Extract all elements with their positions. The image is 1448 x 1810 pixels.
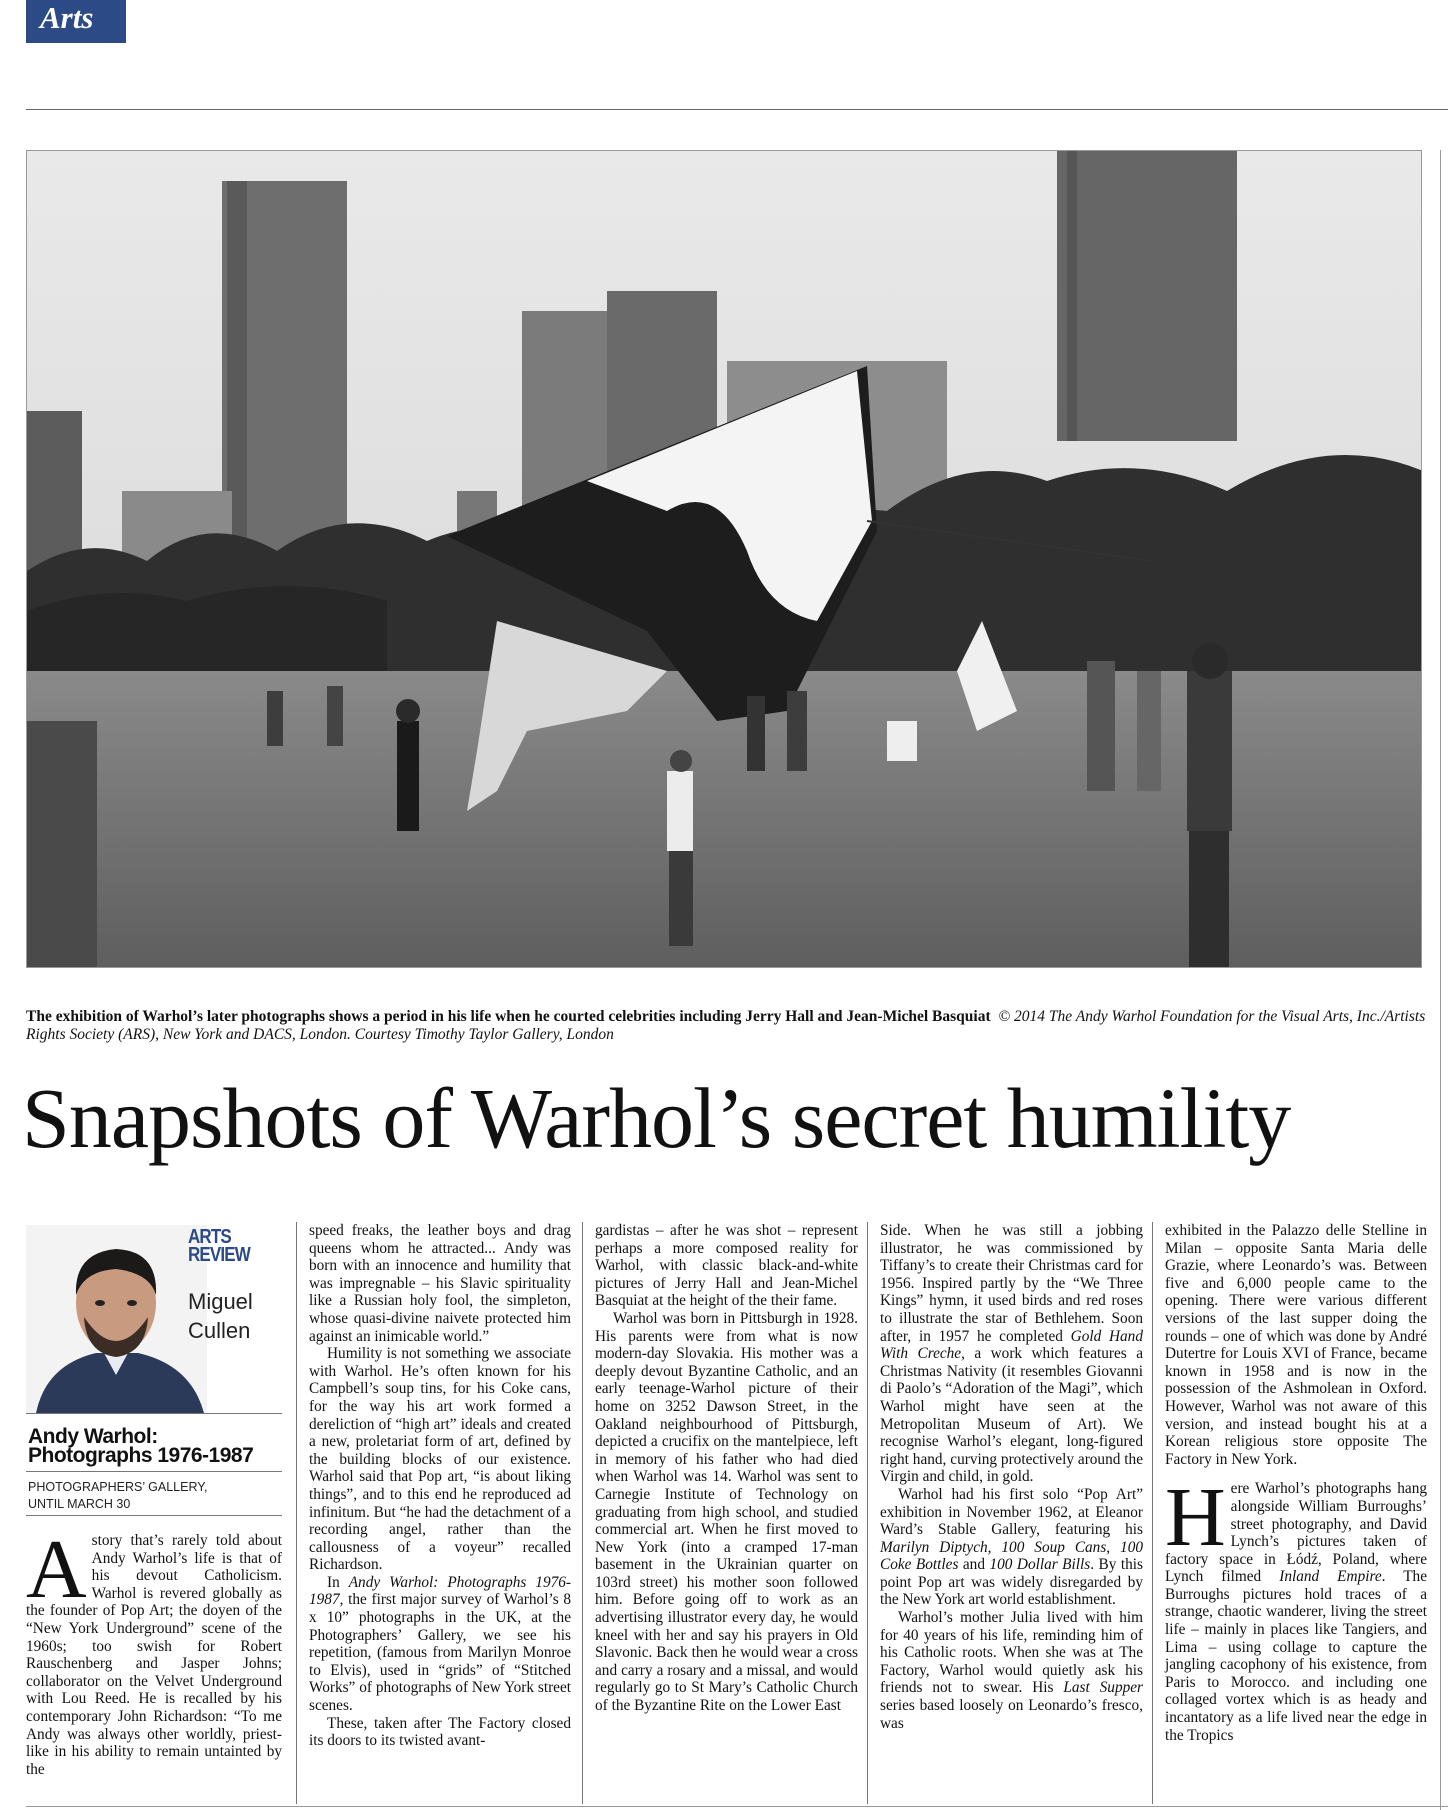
dropcap-h: H <box>1165 1471 1226 1565</box>
article-column-2 <box>309 1222 571 1750</box>
c4p2-rest: . By this point Pop art was widely disregarded by the New York art world establishment. <box>880 1556 1143 1609</box>
c4p1-italic: Gold Hand With Creche <box>880 1327 1143 1363</box>
author-first-name: Miguel <box>188 1289 253 1314</box>
c4p3-rest: series based loosely on Leonardo’s fresco, was <box>880 1697 1143 1732</box>
venue-line-1: PHOTOGRAPHERS’ GALLERY, <box>28 1480 208 1494</box>
column-3-paragraph-2: Warhol was born in Pittsburgh in 1928. His parents were from what is now modern-day Slovakia. His mother was a deeply devout Byzantine Catholic, and an early teenage-Warhol picture of their home on 3252 Dawson Street, in the Oakland neighbourhood of Pittsburgh, depicted a crucifix on the mantelpiece, left in memory of his father who had died when Warhol was 14. Warhol was sent to Carnegie Institute of Technology on graduating from high school, and studied commercial art. When he first moved to New York (into a cramped 17-man basement in the Ukrainian quarter on 103rd street) his mother soon followed him. Before going off to work as an advertising illustrator every day, he would kneel with her and say his prayers in Old Slavonic. Back then he would wear a cross and carry a rosary and a missal, and would regularly go to St Mary’s Catholic Church of the Byzantine Rite on the Lower East <box>595 1309 858 1715</box>
headline: Snapshots of Warhol’s secret humility <box>22 1070 1291 1166</box>
column-divider <box>582 1222 583 1804</box>
exhibition-title <box>28 1427 284 1465</box>
info-box-rule-mid <box>26 1471 282 1472</box>
exhibition-title-line-1: Andy Warhol: <box>28 1425 158 1448</box>
exhibition-venue <box>28 1479 284 1513</box>
kite-park-photo <box>27 151 1422 968</box>
c4p2-italic-1: Marilyn Diptych, 100 Soup Cans, 100 Coke Bottles <box>880 1538 1143 1574</box>
author-last-name: Cullen <box>188 1318 251 1343</box>
info-box-rule-bottom <box>26 1515 282 1516</box>
article-column-1 <box>26 1523 282 1778</box>
badge-line-2: REVIEW <box>188 1244 250 1266</box>
c5p2-italic: Inland Empire <box>1279 1568 1382 1586</box>
column-5-paragraph-2 <box>1165 1471 1427 1744</box>
exhibition-title-line-2: Photographs 1976-1987 <box>28 1444 254 1467</box>
c4p1-rest: , a work which features a Christmas Nativity (it resembles Giovanni di Paolo’s “Adoration of the Magi”, which Warhol might have seen at the Metropolitan Museum of Art). We recognise Warhol’s elegant, long-figured right hand, curving protectively around the Virgin and child, in gold. <box>880 1345 1143 1486</box>
c5p2-lead: ere Warhol’s photographs hang alongside William Burroughs’ street photography, and David Lynch’s pictures taken of factory space in Łódź, Poland, where Lynch filmed <box>1165 1480 1427 1586</box>
info-box-rule-top <box>26 1413 282 1414</box>
lead-photo <box>26 150 1422 968</box>
dropcap-a: A <box>26 1523 87 1616</box>
p3-rest: , the first major survey of Warhol’s 8 x 10” photographs in the UK, at the Photographers’ Gallery, we see his repetition, (famous from Marilyn Monroe to Elvis), used in “grids” of “Stitched Works” of photographs of New York street scenes. <box>309 1591 571 1715</box>
column-divider <box>867 1222 868 1804</box>
c4p2-mid: and <box>958 1556 990 1574</box>
c4p3-italic: Last Supper <box>1063 1679 1143 1697</box>
page-edge-rule <box>1440 150 1441 1810</box>
c5p2-rest: . The Burroughs pictures hold traces of a strange, chaotic wanderer, living the street life – mainly in places like Tangiers, and Lima – using collage to capture the jangling cacophony of his existence, from Paris to Morocco. and including one collaged vortex which is as heady and incantatory as a life lived near the edge in the Tropics <box>1165 1568 1427 1744</box>
c4p3-lead: Warhol’s mother Julia lived with him for 40 years of his life, reminding him of his Catholic roots. When she was at The Factory, Warhol would quietly ask his friends not to swear. His <box>880 1609 1143 1697</box>
badge-line-1: ARTS <box>188 1226 231 1248</box>
column-2-paragraph-4: These, taken after The Factory closed its doors to its twisted avant- <box>309 1714 571 1750</box>
column-4-paragraph-3 <box>880 1609 1143 1732</box>
article-column-5 <box>1165 1222 1427 1744</box>
column-divider <box>296 1222 297 1804</box>
c4p1-lead: Side. When he was still a jobbing illustrator, he was commissioned by Tiffany’s to create their Christmas card for 1956. Inspired partly by the “We Three Kings” hymn, it used birds and red roses to illustrate the star of Bethlehem. Soon after, in 1957 he completed <box>880 1222 1143 1345</box>
venue-line-2: UNTIL MARCH 30 <box>28 1497 131 1511</box>
article-column-3 <box>595 1222 858 1715</box>
column-5-paragraph-1: exhibited in the Palazzo delle Stelline in Milan – opposite Santa Maria delle Grazie, where Leonardo’s was. Between five and 6,000 people came to the opening. There were various different versions of the last supper doing the rounds – one of which was done by André Dutertre for Louis XVI of France, became known in 1958 and is now in the possession of the Ashmolean in Oxford. However, Warhol was not aware of this version, and instead bought his at a Korean religious store opposite The Factory in New York. <box>1165 1222 1427 1468</box>
footer-rule <box>26 1806 1448 1807</box>
author-avatar <box>26 1225 207 1413</box>
arts-review-badge <box>188 1228 250 1264</box>
caption-credit: © 2014 The Andy Warhol Foundation for the Visual Arts, Inc./Artists Rights Society (ARS), New York and DACS, London. Courtesy Timothy Taylor Gallery, London <box>26 1008 1426 1043</box>
c4p2-lead: Warhol had his first solo “Pop Art” exhibition in November 1962, at Eleanor Ward’s Stable Gallery, featuring his <box>880 1485 1143 1539</box>
author-name <box>188 1287 253 1345</box>
caption-text: The exhibition of Warhol’s later photographs shows a period in his life when he courted celebrities including Jerry Hall and Jean-Michel Basquiat <box>26 1008 991 1025</box>
section-label[interactable]: Arts <box>26 0 126 43</box>
column-3-paragraph-1: gardistas – after he was shot – represent perhaps a more composed reality for Warhol, with classic black-and-white pictures of Jerry Hall and Jean-Michel Basquiat at the height of the their fame. <box>595 1222 858 1310</box>
header-rule <box>26 109 1448 110</box>
column-2-paragraph-3 <box>309 1574 571 1715</box>
column-4-paragraph-1 <box>880 1222 1143 1486</box>
column-2-paragraph-1: speed freaks, the leather boys and drag queens whom he attracted... Andy was born with an innocence and humility that was impregnable – his Slavic spirituality like a Russian holy fool, the simpleton, whose quasi-divine naivete protected him against an inimicable world.” <box>309 1222 571 1345</box>
column-divider <box>1152 1222 1153 1804</box>
c4p2-italic-2: 100 Dollar Bills <box>989 1556 1091 1574</box>
exhibition-title-italic: Andy Warhol: Photographs 1976-1987 <box>309 1573 571 1609</box>
column-2-paragraph-2: Humility is not something we associate with Warhol. He’s often known for his Campbell’s soup tins, for his Coke cans, for the way his art work formed a dereliction of “high art” ideals and created a new, proletariat form of art, defined by the building blocks of our existence. Warhol said that Pop art, “is about liking things”, and to this end he reproduced ad infinitum. But “he had the detachment of a recording angel, rather than the callousness of a voyeur” recalled Richardson. <box>309 1345 571 1574</box>
column-1-paragraph: story that’s rarely told about Andy Warhol’s life is that of his devout Catholicism. Warhol is revered globally as the founder of Pop Art; the doyen of the “New York Underground” scene of the 1960s; too swish for Robert Rauschenberg and Jasper Johns; collaborator on the Velvet Underground with Lou Reed. He is recalled by his contemporary John Richardson: “To me Andy was always other worldly, priest-like in his ability to remain untainted by the <box>26 1532 282 1778</box>
article-column-4 <box>880 1222 1143 1732</box>
photo-caption <box>26 1008 1426 1044</box>
column-4-paragraph-2 <box>880 1486 1143 1609</box>
p3-lead: In <box>327 1573 349 1591</box>
